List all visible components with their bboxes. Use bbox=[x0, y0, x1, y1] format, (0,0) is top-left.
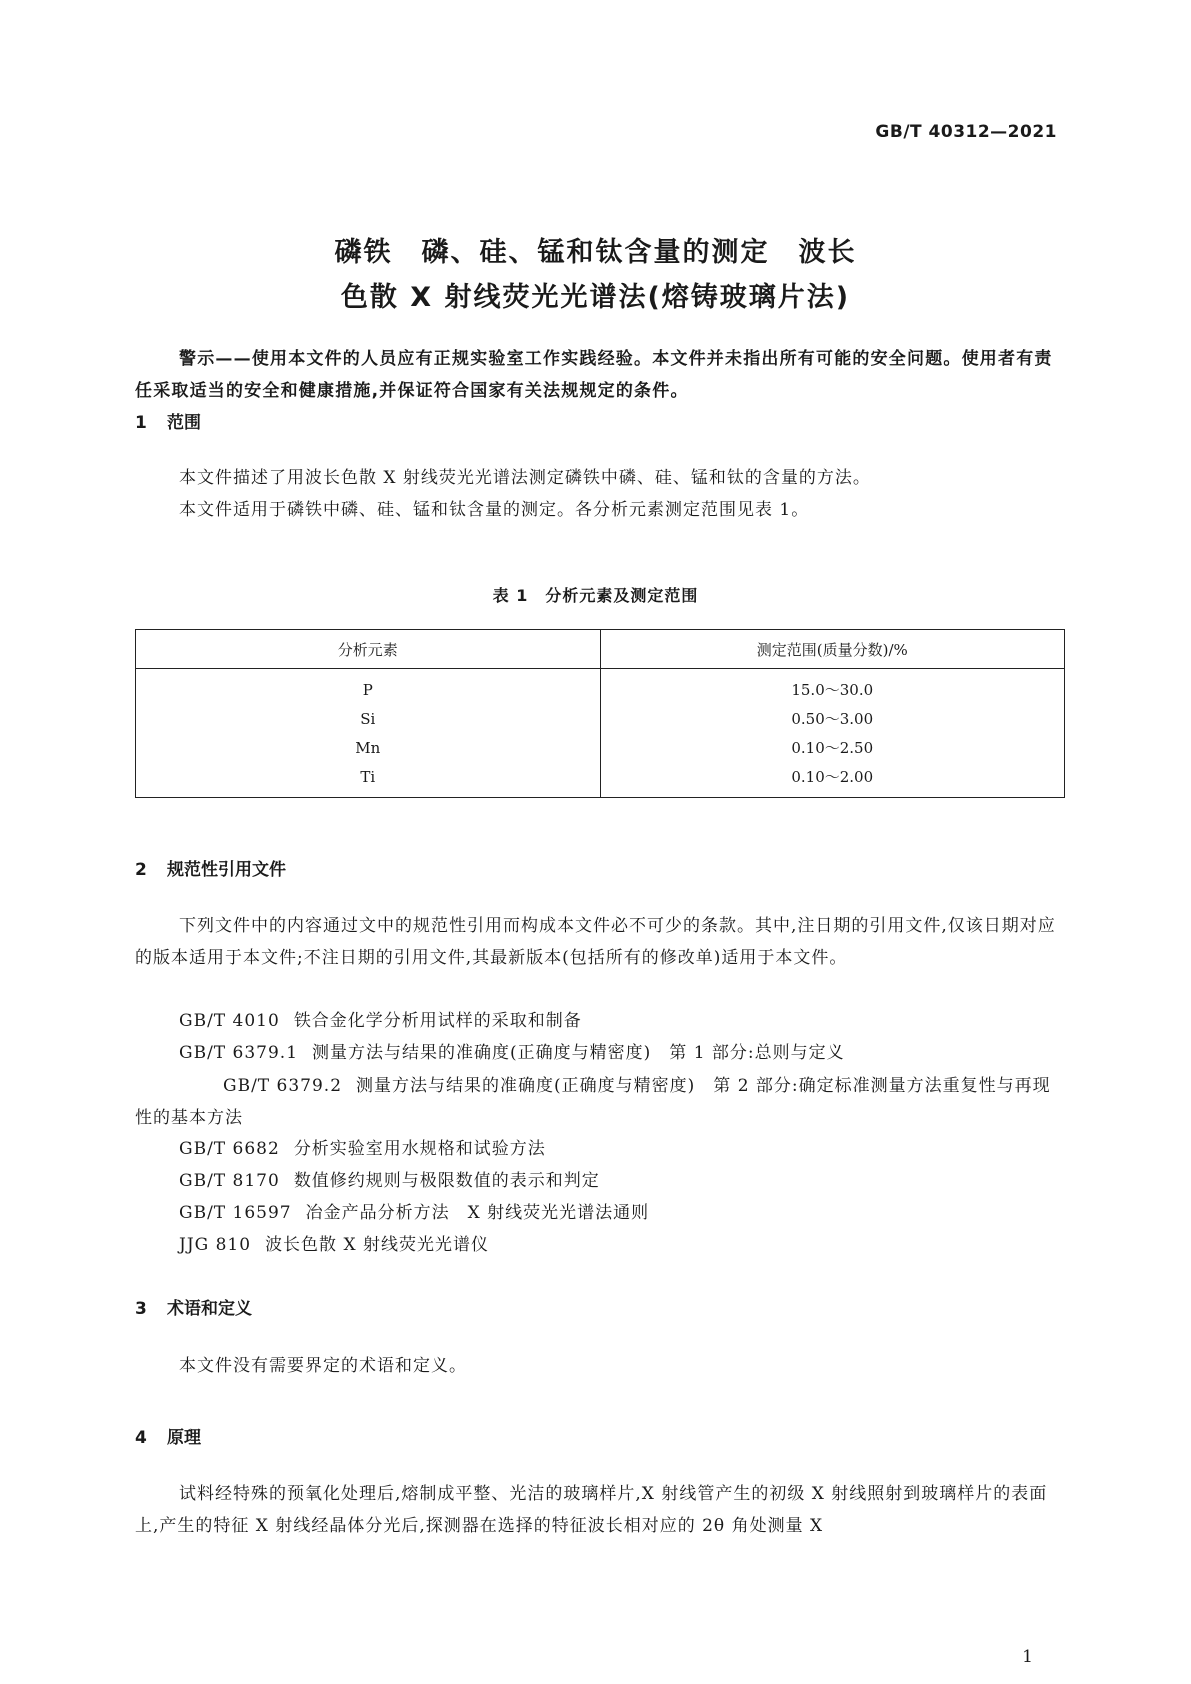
reference-item bbox=[179, 1134, 546, 1159]
column-header-range: 测定范围(质量分数)/% bbox=[600, 630, 1065, 669]
reference-item bbox=[179, 1198, 649, 1223]
safety-warning: 警示——使用本文件的人员应有正规实验室工作实践经验。本文件并未指出所有可能的安全问题。使用者有责任采取适当的安全和健康措施,并保证符合国家有关法规规定的条件。 bbox=[135, 349, 1053, 401]
element-cell: Mn bbox=[136, 733, 601, 762]
reference-code: GB/T 16597 bbox=[179, 1203, 292, 1223]
range-cell: 0.10～2.00 bbox=[791, 768, 874, 786]
reference-title: 测量方法与结果的准确度(正确度与精密度) 第 1 部分:总则与定义 bbox=[312, 1043, 845, 1063]
range-cell: 0.10～2.50 bbox=[791, 739, 874, 757]
reference-item bbox=[179, 1006, 582, 1031]
reference-code: GB/T 8170 bbox=[179, 1171, 280, 1191]
reference-title: 数值修约规则与极限数值的表示和判定 bbox=[293, 1171, 600, 1191]
document-title-line-2: 色散 X 射线荧光光谱法(熔铸玻璃片法) bbox=[340, 282, 851, 313]
reference-title: 冶金产品分析方法 X 射线荧光光谱法通则 bbox=[305, 1203, 650, 1223]
section-3-heading bbox=[135, 1294, 252, 1319]
section-3-number: 3 bbox=[135, 1299, 147, 1319]
section-2-heading bbox=[135, 855, 286, 880]
element-cell: P bbox=[136, 669, 601, 705]
section-1-paragraph-1: 本文件描述了用波长色散 X 射线荧光光谱法测定磷铁中磷、硅、锰和钛的含量的方法。 bbox=[179, 468, 871, 488]
table-row bbox=[136, 704, 1065, 733]
reference-code: GB/T 6379.2 bbox=[223, 1076, 343, 1096]
section-2-intro: 下列文件中的内容通过文中的规范性引用而构成本文件必不可少的条款。其中,注日期的引用文件,仅该日期对应的版本适用于本文件;不注日期的引用文件,其最新版本(包括所有的修改单)适用于本文件。 bbox=[135, 916, 1056, 968]
table-row bbox=[136, 733, 1065, 762]
reference-item bbox=[179, 1230, 489, 1255]
table-1-caption: 表 1 分析元素及测定范围 bbox=[492, 586, 699, 605]
page-number: 1 bbox=[1022, 1647, 1033, 1667]
table-row bbox=[136, 669, 1065, 705]
standard-number: GB/T 40312—2021 bbox=[875, 122, 1057, 142]
section-1-heading bbox=[135, 408, 201, 433]
reference-code: GB/T 4010 bbox=[179, 1011, 280, 1031]
section-1-paragraph-2: 本文件适用于磷铁中磷、硅、锰和钛含量的测定。各分析元素测定范围见表 1。 bbox=[179, 500, 810, 520]
section-1-title: 范围 bbox=[167, 413, 201, 433]
element-cell: Ti bbox=[136, 762, 601, 798]
reference-item bbox=[179, 1166, 600, 1191]
reference-item bbox=[135, 1070, 1060, 1134]
section-4-heading bbox=[135, 1423, 201, 1448]
section-2-number: 2 bbox=[135, 860, 147, 880]
section-2-title: 规范性引用文件 bbox=[167, 860, 286, 880]
reference-title: 测量方法与结果的准确度(正确度与精密度) 第 2 部分:确定标准测量方法重复性与再现性的基本方法 bbox=[135, 1076, 1051, 1128]
reference-code: JJG 810 bbox=[179, 1235, 252, 1255]
table-header-row bbox=[136, 630, 1065, 669]
section-3-paragraph: 本文件没有需要界定的术语和定义。 bbox=[179, 1356, 467, 1376]
section-1-number: 1 bbox=[135, 413, 147, 433]
reference-title: 分析实验室用水规格和试验方法 bbox=[293, 1139, 546, 1159]
section-4-number: 4 bbox=[135, 1428, 147, 1448]
document-title-line-1: 磷铁 磷、硅、锰和钛含量的测定 波长 bbox=[334, 237, 857, 268]
element-cell: Si bbox=[136, 704, 601, 733]
reference-title: 波长色散 X 射线荧光光谱仪 bbox=[265, 1235, 489, 1255]
range-cell: 15.0～30.0 bbox=[791, 681, 874, 699]
section-3-title: 术语和定义 bbox=[167, 1299, 252, 1319]
section-4-paragraph: 试料经特殊的预氧化处理后,熔制成平整、光洁的玻璃样片,X 射线管产生的初级 X 射线照射到玻璃样片的表面上,产生的特征 X 射线经晶体分光后,探测器在选择的特征波长相对应的 2θ 角处测量 X bbox=[135, 1484, 1048, 1536]
column-header-element: 分析元素 bbox=[136, 630, 601, 669]
section-4-title: 原理 bbox=[167, 1428, 201, 1448]
table-1-analysis-range bbox=[135, 629, 1065, 798]
reference-item bbox=[179, 1038, 845, 1063]
range-cell: 0.50～3.00 bbox=[791, 710, 874, 728]
table-row bbox=[136, 762, 1065, 798]
reference-title: 铁合金化学分析用试样的采取和制备 bbox=[293, 1011, 582, 1031]
reference-code: GB/T 6682 bbox=[179, 1139, 280, 1159]
reference-code: GB/T 6379.1 bbox=[179, 1043, 299, 1063]
